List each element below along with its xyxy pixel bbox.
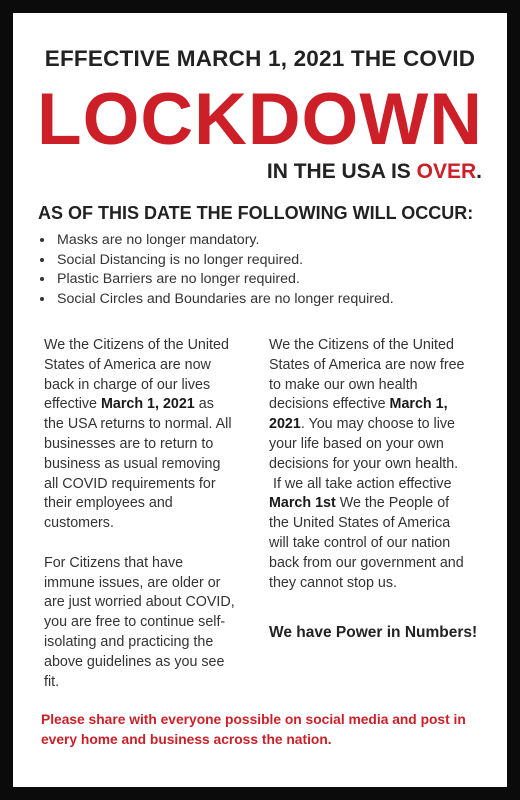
text-line: their employees and xyxy=(44,495,173,512)
text-line xyxy=(269,395,495,415)
bullet-list xyxy=(35,231,394,309)
paragraph-gap xyxy=(44,534,258,554)
text-line: to make our own health xyxy=(269,376,418,393)
bullet-item-barriers: • Plastic Barriers are no longer required. xyxy=(55,270,394,290)
bullet-item-circles: • Social Circles and Boundaries are no longer required. xyxy=(55,290,394,310)
text-line: back from our government and xyxy=(269,554,464,571)
text-line: are just worried about COVID, xyxy=(44,594,235,611)
text-line: If we all take action effective xyxy=(269,475,452,492)
text-line xyxy=(269,415,495,435)
text-line: businesses are to return to xyxy=(44,435,214,452)
headline-lockdown: LOCKDOWN xyxy=(37,79,483,160)
footer-line: every home and business across the nation. xyxy=(41,732,332,747)
text-line: immune issues, are older or xyxy=(44,574,221,591)
left-paragraph-1 xyxy=(44,336,258,534)
text-line: isolating and practicing the xyxy=(44,633,214,650)
date-emphasis: 2021 xyxy=(269,416,301,433)
date-emphasis: March 1st xyxy=(269,495,336,512)
section-subheading: AS OF THIS DATE THE FOLLOWING WILL OCCUR: xyxy=(38,203,474,223)
text-line: they cannot stop us. xyxy=(269,574,397,591)
right-column xyxy=(269,336,495,593)
text-line: you are free to continue self- xyxy=(44,614,226,631)
bullet-item-distancing: • Social Distancing is no longer required. xyxy=(55,251,394,271)
text-line: States of America are now free xyxy=(269,356,465,373)
text-fragment: We the People of xyxy=(335,495,450,512)
text-fragment: as xyxy=(194,396,214,413)
text-line xyxy=(269,494,495,514)
text-line: decisions for your own health. xyxy=(269,455,459,472)
bullet-item-masks: • Masks are no longer mandatory. xyxy=(55,231,394,251)
text-line: back in charge of our lives xyxy=(44,376,211,393)
headline-line-1: EFFECTIVE MARCH 1, 2021 THE COVID xyxy=(44,46,476,71)
text-line xyxy=(44,395,258,415)
text-line: your life based on your own xyxy=(269,435,444,452)
headline-line-3-suffix: . xyxy=(476,160,482,183)
text-line: customers. xyxy=(44,515,114,532)
text-line: We the Citizens of the United xyxy=(269,337,454,353)
text-fragment: decisions effective xyxy=(269,396,390,413)
text-fragment: . You may choose to live xyxy=(300,416,455,433)
left-column xyxy=(44,336,258,692)
footer-line: Please share with everyone possible on social media and post in xyxy=(41,712,466,727)
headline-line-3 xyxy=(267,160,482,184)
date-emphasis: March 1, 2021 xyxy=(100,396,195,413)
poster xyxy=(13,13,507,787)
text-line: will take control of our nation xyxy=(269,534,451,551)
headline-over-word: OVER xyxy=(416,160,477,183)
text-line: States of America are now xyxy=(44,356,211,373)
text-line: above guidelines as you see xyxy=(44,653,225,670)
text-fragment: effective xyxy=(44,396,101,413)
text-line: We the Citizens of the United xyxy=(44,337,229,353)
left-paragraph-2 xyxy=(44,554,258,693)
text-line: all COVID requirements for xyxy=(44,475,216,492)
right-paragraph xyxy=(269,336,495,593)
power-in-numbers-callout: We have Power in Numbers! xyxy=(269,624,478,641)
text-line: the United States of America xyxy=(269,515,451,532)
text-line: fit. xyxy=(44,673,60,690)
footer-share-note xyxy=(41,710,491,750)
text-line: For Citizens that have xyxy=(44,554,184,571)
headline-line-3-prefix: IN THE USA IS xyxy=(266,160,417,183)
date-emphasis: March 1, xyxy=(389,396,448,413)
text-line: business as usual removing xyxy=(44,455,221,472)
text-line: the USA returns to normal. All xyxy=(44,416,232,433)
